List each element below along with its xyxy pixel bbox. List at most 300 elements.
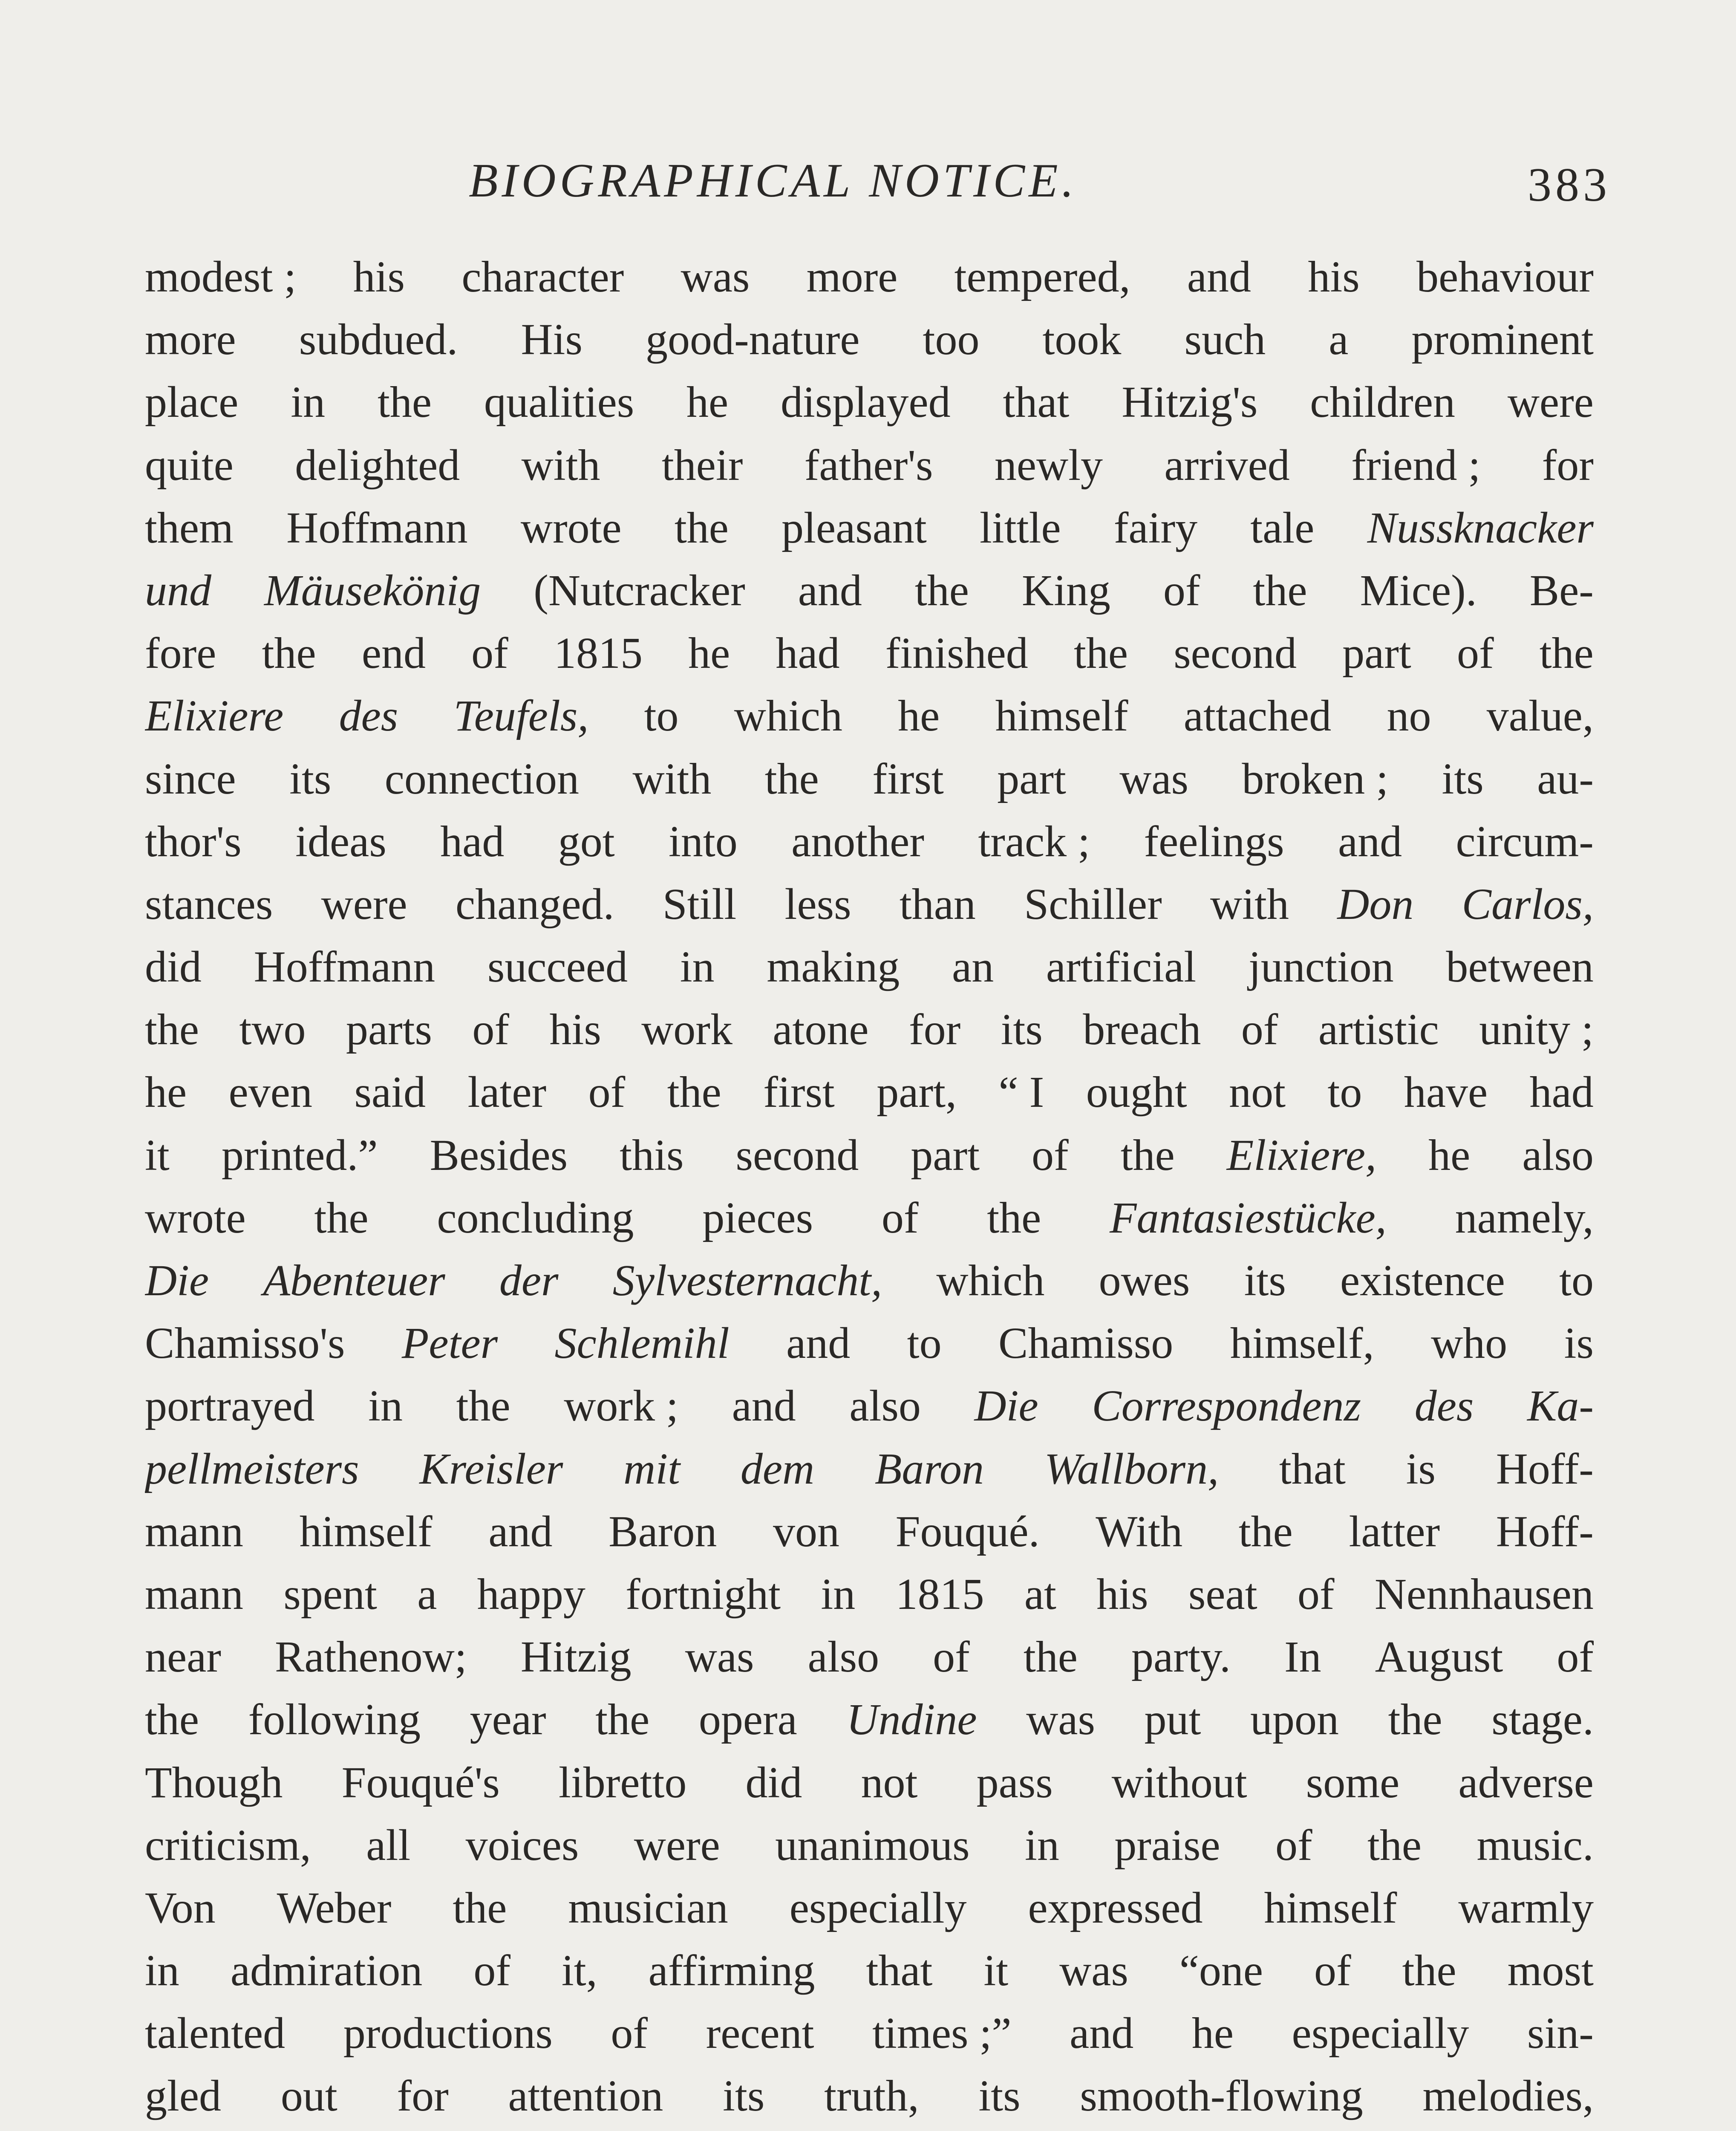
word: Abenteuer <box>263 1256 445 1305</box>
word: of <box>1456 629 1494 678</box>
word: the <box>1388 1695 1442 1744</box>
word: ought <box>1086 1068 1187 1117</box>
word: and <box>732 1381 796 1431</box>
word: printed.” <box>221 1130 378 1180</box>
word: part <box>911 1130 980 1180</box>
word: some <box>1306 1758 1400 1807</box>
word: himself, <box>1230 1319 1374 1368</box>
text-line <box>145 1380 1594 1443</box>
word: admiration <box>230 1946 423 1995</box>
word: party. <box>1131 1632 1231 1682</box>
text-line <box>145 1193 1594 1255</box>
word: was <box>1059 1946 1128 1995</box>
word: that <box>866 1946 933 1995</box>
word: to <box>644 691 679 741</box>
word: for <box>397 2071 449 2121</box>
word: the <box>1120 1130 1175 1180</box>
word: stage. <box>1491 1695 1594 1744</box>
word: portrayed <box>145 1381 315 1431</box>
text-line <box>145 2008 1594 2070</box>
word: newly <box>994 440 1103 490</box>
word: the <box>914 566 969 615</box>
word: of <box>881 1193 919 1242</box>
word: warmly <box>1458 1883 1594 1932</box>
word: King <box>1021 566 1110 615</box>
word: Besides <box>430 1130 568 1180</box>
text-line <box>145 816 1594 879</box>
word: near <box>145 1632 221 1682</box>
word: was <box>685 1632 754 1682</box>
word: fairy <box>1113 503 1198 552</box>
word: circum- <box>1456 817 1594 866</box>
word: Nussknacker <box>1367 503 1594 552</box>
word: were <box>634 1820 720 1870</box>
word: did <box>145 942 202 992</box>
word: out <box>280 2071 337 2121</box>
word: Die <box>145 1256 209 1305</box>
word: in <box>1024 1820 1059 1870</box>
word: of <box>1314 1946 1351 1995</box>
word: changed. <box>456 879 614 929</box>
word: of <box>933 1632 970 1682</box>
word: qualities <box>484 378 634 427</box>
word: the <box>1073 629 1128 678</box>
word: he <box>1428 1130 1471 1180</box>
word: his <box>1308 252 1360 301</box>
word: not <box>1229 1068 1286 1117</box>
word: of <box>1275 1820 1312 1870</box>
word: connection <box>384 754 580 803</box>
word: Don <box>1337 879 1414 929</box>
word: he <box>898 691 940 741</box>
word: them <box>145 503 234 552</box>
word: he <box>688 629 730 678</box>
word: Rathenow; <box>275 1632 467 1682</box>
body-text <box>145 251 1594 2131</box>
word: mann <box>145 1569 244 1619</box>
word: With <box>1096 1507 1183 1556</box>
word: his <box>549 1005 601 1054</box>
word: than <box>899 879 976 929</box>
word: recent <box>706 2009 814 2058</box>
word: which <box>734 691 842 741</box>
text-line <box>145 251 1594 314</box>
word: of <box>1032 1130 1069 1180</box>
word: with <box>1210 879 1289 929</box>
word: and <box>1187 252 1252 301</box>
word: the <box>377 378 432 427</box>
word: existence <box>1340 1256 1505 1305</box>
word: work ; <box>564 1381 678 1431</box>
word: such <box>1184 315 1266 364</box>
word: place <box>145 378 239 427</box>
word: the <box>674 503 729 552</box>
word: his <box>353 252 405 301</box>
word: opera <box>698 1695 797 1744</box>
word: especially <box>1292 2009 1469 2058</box>
word: which <box>936 1256 1045 1305</box>
word: Hoffmann <box>286 503 468 552</box>
word: truth, <box>824 2071 919 2121</box>
word: more <box>806 252 898 301</box>
word: (Nutcracker <box>533 566 745 615</box>
word: Peter <box>401 1319 498 1368</box>
word: music. <box>1476 1820 1594 1870</box>
word: Hitzig <box>520 1632 632 1682</box>
text-line <box>145 2070 1594 2131</box>
word: latter <box>1349 1507 1440 1556</box>
text-line <box>145 1067 1594 1129</box>
word: most <box>1507 1946 1594 1995</box>
word: to <box>1559 1256 1594 1305</box>
word: affirming <box>648 1946 815 1995</box>
word: who <box>1431 1319 1508 1368</box>
word: this <box>620 1130 684 1180</box>
word: Sylvesternacht, <box>612 1256 882 1305</box>
word: were <box>321 879 407 929</box>
word: His <box>521 315 583 364</box>
word: his <box>1096 1569 1148 1619</box>
word: productions <box>343 2009 553 2058</box>
word: no <box>1387 691 1431 741</box>
word: au- <box>1537 754 1594 803</box>
word: des <box>1414 1381 1474 1431</box>
word: unity ; <box>1479 1005 1594 1054</box>
word: Correspondenz <box>1092 1381 1361 1431</box>
word: Von <box>145 1883 216 1932</box>
text-line <box>145 1694 1594 1757</box>
word: Though <box>145 1758 283 1807</box>
word: himself <box>299 1507 433 1556</box>
word: is <box>1564 1319 1594 1368</box>
word: its <box>1244 1256 1286 1305</box>
word: it <box>145 1130 170 1180</box>
word: Chamisso's <box>145 1319 345 1368</box>
text-line <box>145 879 1594 941</box>
word: part <box>997 754 1066 803</box>
word: the <box>1367 1820 1422 1870</box>
word: following <box>248 1695 421 1744</box>
word: the <box>453 1883 507 1932</box>
word: happy <box>477 1569 585 1619</box>
word: Hitzig's <box>1122 378 1258 427</box>
word: des <box>339 691 398 741</box>
word: Hoffmann <box>254 942 435 992</box>
word: pass <box>976 1758 1053 1807</box>
word: in <box>368 1381 403 1431</box>
word: the <box>145 1005 199 1054</box>
word: the <box>987 1193 1041 1242</box>
word: praise <box>1114 1820 1220 1870</box>
word: the <box>595 1695 650 1744</box>
text-line <box>145 502 1594 565</box>
word: have <box>1404 1068 1488 1117</box>
word: displayed <box>781 378 951 427</box>
word: were <box>1507 378 1594 427</box>
word: Hoff- <box>1496 1444 1594 1493</box>
text-line <box>145 1945 1594 2008</box>
text-line <box>145 1004 1594 1067</box>
word: the <box>667 1068 721 1117</box>
word: its <box>1442 754 1484 803</box>
word: seat <box>1188 1569 1257 1619</box>
word: Carlos, <box>1462 879 1594 929</box>
word: good-nature <box>646 315 860 364</box>
word: too <box>923 315 980 364</box>
word: took <box>1042 315 1122 364</box>
word: 1815 <box>895 1569 984 1619</box>
word: atone <box>773 1005 869 1054</box>
text-line <box>145 377 1594 439</box>
word: said <box>354 1068 426 1117</box>
word: was <box>1026 1695 1095 1744</box>
word: behaviour <box>1416 252 1594 301</box>
word: melodies, <box>1422 2071 1594 2121</box>
word: artistic <box>1318 1005 1439 1054</box>
word: character <box>461 252 624 301</box>
word: a <box>417 1569 437 1619</box>
word: two <box>239 1005 306 1054</box>
word: Die <box>974 1381 1038 1431</box>
word: little <box>979 503 1061 552</box>
word: in <box>145 1946 179 1995</box>
text-line <box>145 1820 1594 1883</box>
word: Schlemihl <box>554 1319 730 1368</box>
word: und <box>145 566 211 615</box>
page-header <box>469 153 1611 222</box>
word: got <box>558 817 615 866</box>
word: namely, <box>1455 1193 1594 1242</box>
word: since <box>145 754 236 803</box>
text-line <box>145 628 1594 690</box>
word: spent <box>283 1569 377 1619</box>
word: of <box>1163 566 1200 615</box>
word: quite <box>145 440 234 490</box>
word: even <box>228 1068 312 1117</box>
word: attached <box>1183 691 1332 741</box>
word: Fouqué. <box>895 1507 1040 1556</box>
word: artificial <box>1046 942 1197 992</box>
text-line <box>145 754 1594 816</box>
word: of <box>471 629 508 678</box>
word: did <box>745 1758 802 1807</box>
word: the <box>1023 1632 1078 1682</box>
word: year <box>470 1695 546 1744</box>
word: a <box>1329 315 1349 364</box>
word: “ I <box>998 1068 1044 1117</box>
word: part <box>1342 629 1411 678</box>
word: had <box>1529 1068 1594 1117</box>
word: for <box>908 1005 961 1054</box>
word: libretto <box>559 1758 687 1807</box>
text-line <box>145 314 1594 377</box>
word: Weber <box>277 1883 392 1932</box>
word: father's <box>804 440 933 490</box>
word: himself <box>995 691 1128 741</box>
text-line <box>145 1757 1594 1820</box>
word: value, <box>1486 691 1594 741</box>
word: with <box>521 440 600 490</box>
word: between <box>1446 942 1594 992</box>
word: Elixiere <box>145 691 284 741</box>
word: of <box>473 1946 510 1995</box>
word: without <box>1111 1758 1247 1807</box>
word: parts <box>346 1005 433 1054</box>
word: its <box>1001 1005 1043 1054</box>
word: von <box>773 1507 839 1556</box>
word: the <box>262 629 316 678</box>
word: In <box>1284 1632 1321 1682</box>
word: Schiller <box>1024 879 1162 929</box>
word: junction <box>1248 942 1394 992</box>
word: subdued. <box>299 315 458 364</box>
word: upon <box>1250 1695 1339 1744</box>
word: the <box>145 1695 199 1744</box>
word: the <box>456 1381 510 1431</box>
word: der <box>499 1256 559 1305</box>
word: also <box>1522 1130 1594 1180</box>
word: talented <box>145 2009 285 2058</box>
word: and <box>1338 817 1402 866</box>
word: in <box>680 942 715 992</box>
word: was <box>1119 754 1189 803</box>
word: the <box>314 1193 369 1242</box>
word: criticism, <box>145 1820 311 1870</box>
word: pellmeisters <box>145 1444 359 1493</box>
word: for <box>1542 440 1594 490</box>
word: especially <box>789 1883 967 1932</box>
word: he <box>145 1068 187 1117</box>
text-line <box>145 1883 1594 1945</box>
word: and <box>798 566 862 615</box>
word: Elixiere, <box>1226 1130 1377 1180</box>
word: that <box>1003 378 1070 427</box>
word: Baron <box>608 1507 717 1556</box>
word: of <box>611 2009 648 2058</box>
word: of <box>1241 1005 1278 1054</box>
text-line <box>145 1318 1594 1380</box>
word: the <box>764 754 819 803</box>
word: mit <box>623 1444 681 1493</box>
word: work <box>641 1005 732 1054</box>
word: that <box>1279 1444 1346 1493</box>
word: the <box>1402 1946 1456 1995</box>
word: voices <box>465 1820 579 1870</box>
word: is <box>1406 1444 1436 1493</box>
word: arrived <box>1164 440 1290 490</box>
word: the <box>1238 1507 1293 1556</box>
word: thor's <box>145 817 242 866</box>
text-line <box>145 1255 1594 1318</box>
word: also <box>807 1632 880 1682</box>
word: making <box>767 942 900 992</box>
word: dem <box>740 1444 815 1493</box>
word: at <box>1024 1569 1056 1619</box>
word: tale <box>1250 503 1315 552</box>
word: the <box>1539 629 1594 678</box>
word: end <box>361 629 426 678</box>
word: Still <box>662 879 737 929</box>
running-title: BIOGRAPHICAL NOTICE. <box>469 154 1078 207</box>
word: in <box>291 378 326 427</box>
word: unanimous <box>775 1820 970 1870</box>
word: Hoff- <box>1496 1507 1594 1556</box>
word: concluding <box>437 1193 634 1242</box>
word: Fantasiestücke, <box>1110 1193 1387 1242</box>
word: later <box>467 1068 547 1117</box>
word: August <box>1375 1632 1503 1682</box>
word: he <box>686 378 729 427</box>
text-line <box>145 1631 1594 1694</box>
word: Wallborn, <box>1044 1444 1219 1493</box>
word: owes <box>1099 1256 1190 1305</box>
word: musician <box>568 1883 728 1932</box>
word: fortnight <box>626 1569 781 1619</box>
word: of <box>472 1005 510 1054</box>
word: all <box>366 1820 411 1870</box>
word: of <box>1557 1632 1594 1682</box>
word: an <box>952 942 994 992</box>
word: Be- <box>1529 566 1594 615</box>
word: of <box>1297 1569 1335 1619</box>
word: attention <box>508 2071 663 2121</box>
word: with <box>632 754 712 803</box>
word: Undine <box>846 1695 977 1744</box>
word: was <box>681 252 750 301</box>
word: in <box>821 1569 856 1619</box>
word: had <box>440 817 505 866</box>
word: Nennhausen <box>1374 1569 1594 1619</box>
word: second <box>735 1130 859 1180</box>
word: Chamisso <box>998 1319 1174 1368</box>
word: he <box>1191 2009 1234 2058</box>
word: of <box>588 1068 626 1117</box>
text-line <box>145 1569 1594 1631</box>
word: put <box>1144 1695 1201 1744</box>
word: fore <box>145 629 216 678</box>
word: breach <box>1083 1005 1201 1054</box>
word: prominent <box>1411 315 1594 364</box>
word: Fouqué's <box>341 1758 500 1807</box>
word: its <box>289 754 332 803</box>
word: Mäusekönig <box>264 566 481 615</box>
word: and <box>786 1319 851 1368</box>
word: it <box>983 1946 1009 1995</box>
word: himself <box>1264 1883 1397 1932</box>
word: second <box>1174 629 1297 678</box>
word: Ka- <box>1527 1381 1594 1431</box>
text-line <box>145 690 1594 753</box>
word: Baron <box>874 1444 984 1493</box>
word: adverse <box>1458 1758 1594 1807</box>
word: pleasant <box>781 503 927 552</box>
word: children <box>1310 378 1455 427</box>
word: pieces <box>702 1193 813 1242</box>
word: “one <box>1179 1946 1263 1995</box>
word: modest ; <box>145 252 297 301</box>
word: wrote <box>145 1193 246 1242</box>
word: more <box>145 315 236 364</box>
word: also <box>849 1381 921 1431</box>
word: friend ; <box>1351 440 1481 490</box>
word: gled <box>145 2071 222 2121</box>
word: part, <box>877 1068 957 1117</box>
word: Mice). <box>1360 566 1477 615</box>
word: its <box>723 2071 765 2121</box>
word: mann <box>145 1507 244 1556</box>
word: 1815 <box>554 629 643 678</box>
word: broken ; <box>1242 754 1389 803</box>
